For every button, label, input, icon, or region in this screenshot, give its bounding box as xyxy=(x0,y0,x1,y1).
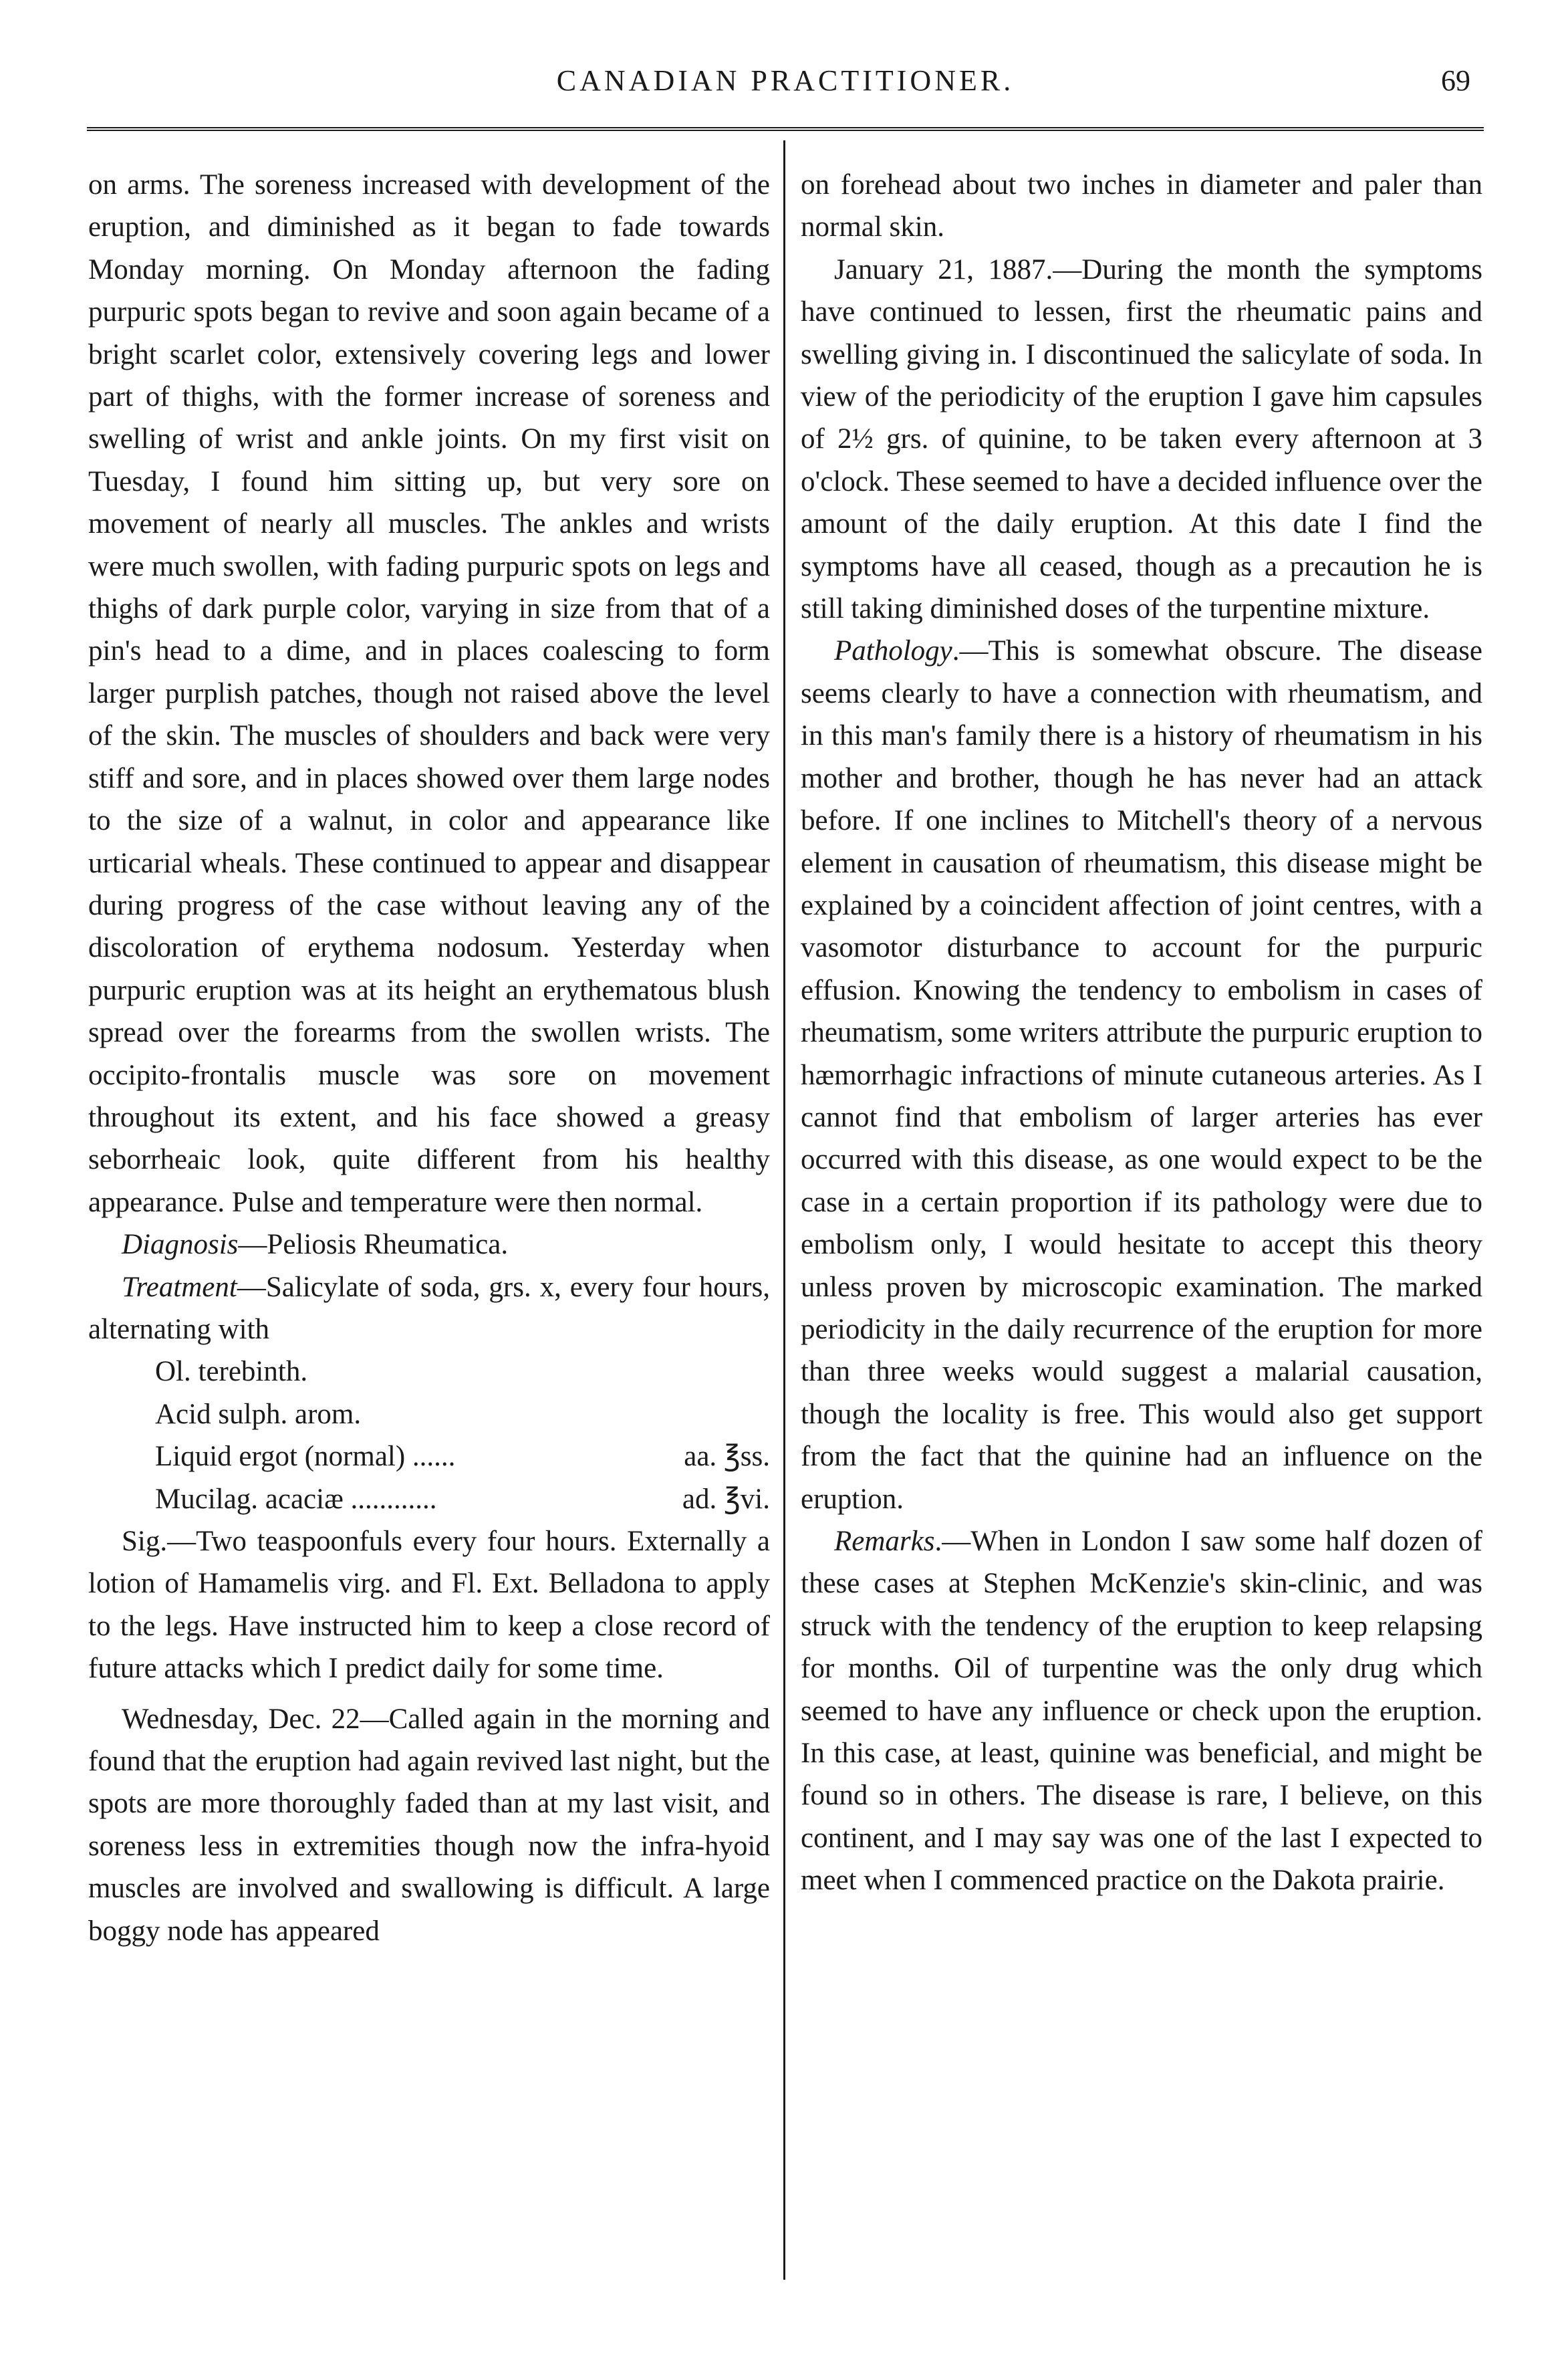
header-rule xyxy=(87,127,1484,135)
rx-dose: aa. ℥ss. xyxy=(684,1441,770,1473)
paragraph-diagnosis xyxy=(88,1223,770,1266)
page-number: 69 xyxy=(1441,64,1470,97)
prescription-line xyxy=(155,1393,770,1435)
paragraph-january: January 21, 1887.—During the month the symptoms have continued to lessen, first the rheumatic pains and swelling giving in. I discontinued the salicylate of soda. In view of the periodicity of the eruption I gave him capsules of 2½ grs. of quinine, to be taken every afternoon at 3 o'clock. These seemed to have a decided influence over the amount of the daily eruption. At this date I find the symptoms have all ceased, though as a precaution he is still taking diminished doses of the turpentine mixture. xyxy=(801,253,1482,625)
paragraph-treatment xyxy=(88,1266,770,1351)
remarks-label: Remarks xyxy=(834,1526,935,1557)
journal-title: CANADIAN PRACTITIONER. xyxy=(556,64,1015,97)
prescription-list xyxy=(88,1350,770,1520)
rx-item: Mucilag. acaciæ ............ xyxy=(155,1483,437,1515)
diagnosis-label: Diagnosis xyxy=(122,1229,239,1261)
diagnosis-text: —Peliosis Rheumatica. xyxy=(238,1229,509,1261)
pathology-label: Pathology xyxy=(834,635,952,667)
running-header xyxy=(87,64,1484,110)
prescription-line xyxy=(155,1435,770,1477)
treatment-label: Treatment xyxy=(122,1271,237,1303)
paragraph-sig: Sig.—Two teaspoonfuls every four hours. Externally a lotion of Hamamelis virg. and Fl. Ext. Belladona to apply to the legs. Have instructed him to keep a close record of future attacks which I predict daily for some time. xyxy=(88,1526,770,1685)
prescription-line xyxy=(155,1350,770,1393)
rx-dose: ad. ℥vi. xyxy=(682,1483,770,1515)
paragraph-forehead: on forehead about two inches in diameter and paler than normal skin. xyxy=(801,169,1482,243)
rx-item: Acid sulph. arom. xyxy=(155,1398,362,1430)
paragraph-pathology xyxy=(801,630,1482,1520)
paragraph-remarks xyxy=(801,1520,1482,1902)
paragraph-wednesday: Wednesday, Dec. 22—Called again in the morning and found that the eruption had again revived last night, but the spots are more thoroughly faded than at my last visit, and soreness less in extremities though now the infra-hyoid muscles are involved and swallowing is difficult. A large boggy node has appeared xyxy=(88,1703,770,1947)
right-column xyxy=(801,164,1482,1902)
rx-item: Ol. terebinth. xyxy=(155,1356,308,1388)
rx-item: Liquid ergot (normal) ...... xyxy=(155,1441,456,1473)
paragraph-case-history: on arms. The soreness increased with development of the eruption, and diminished as it began to fade towards Monday morning. On Monday afternoon the fading purpuric spots began to revive and soon again became of a bright scarlet color, extensively covering legs and lower part of thighs, with the former increase of soreness and swelling of wrist and ankle joints. On my first visit on Tuesday, I found him sitting up, but very sore on movement of nearly all muscles. The ankles and wrists were much swollen, with fading purpuric spots on legs and thighs of dark purple color, varying in size from that of a pin's head to a dime, and in places coalescing to form larger purplish patches, though not raised above the level of the skin. The muscles of shoulders and back were very stiff and sore, and in places showed over them large nodes to the size of a walnut, in color and appearance like urticarial wheals. These continued to appear and disappear during progress of the case without leaving any of the discoloration of erythema nodosum. Yesterday when purpuric eruption was at its height an erythematous blush spread over the forearms from the swollen wrists. The occipito-frontalis muscle was sore on movement throughout its extent, and his face showed a greasy seborrheaic look, quite different from his healthy appearance. Pulse and temperature were then normal. xyxy=(88,169,770,1218)
remarks-text: .—When in London I saw some half dozen of these cases at Stephen McKenzie's skin-clinic, and was struck with the tendency of the eruption to keep relapsing for months. Oil of turpentine was the only drug which seemed to have any influence or check upon the eruption. In this case, at least, quinine was beneficial, and might be found so in others. The disease is rare, I believe, on this continent, and I may say was one of the last I expected to meet when I commenced practice on the Dakota prairie. xyxy=(801,1526,1482,1897)
left-column xyxy=(88,164,770,1952)
pathology-text: .—This is somewhat obscure. The disease seems clearly to have a connection with rheumatism, and in this man's family there is a history of rheumatism in his mother and brother, though he has never had an attack before. If one inclines to Mitchell's theory of a nervous element in causation of rheumatism, this disease might be explained by a coincident affection of joint centres, with a vasomotor disturbance to account for the purpuric effusion. Knowing the tendency to embolism in cases of rheumatism, some writers attribute the purpuric eruption to hæmorrhagic infractions of minute cutaneous arteries. As I cannot find that embolism of larger arteries has ever occurred with this disease, as one would expect to be the case in a certain proportion if its pathology were due to embolism only, I would hesitate to accept this theory unless proven by microscopic examination. The marked periodicity in the daily recurrence of the eruption for more than three weeks would suggest a malarial causation, though the locality is free. This would also get support from the fact that the quinine had an influence on the eruption. xyxy=(801,635,1482,1515)
treatment-text: —Salicylate of soda, grs. x, every four hours, alternating with xyxy=(88,1271,770,1345)
column-divider xyxy=(783,140,785,2280)
prescription-line xyxy=(155,1478,770,1520)
